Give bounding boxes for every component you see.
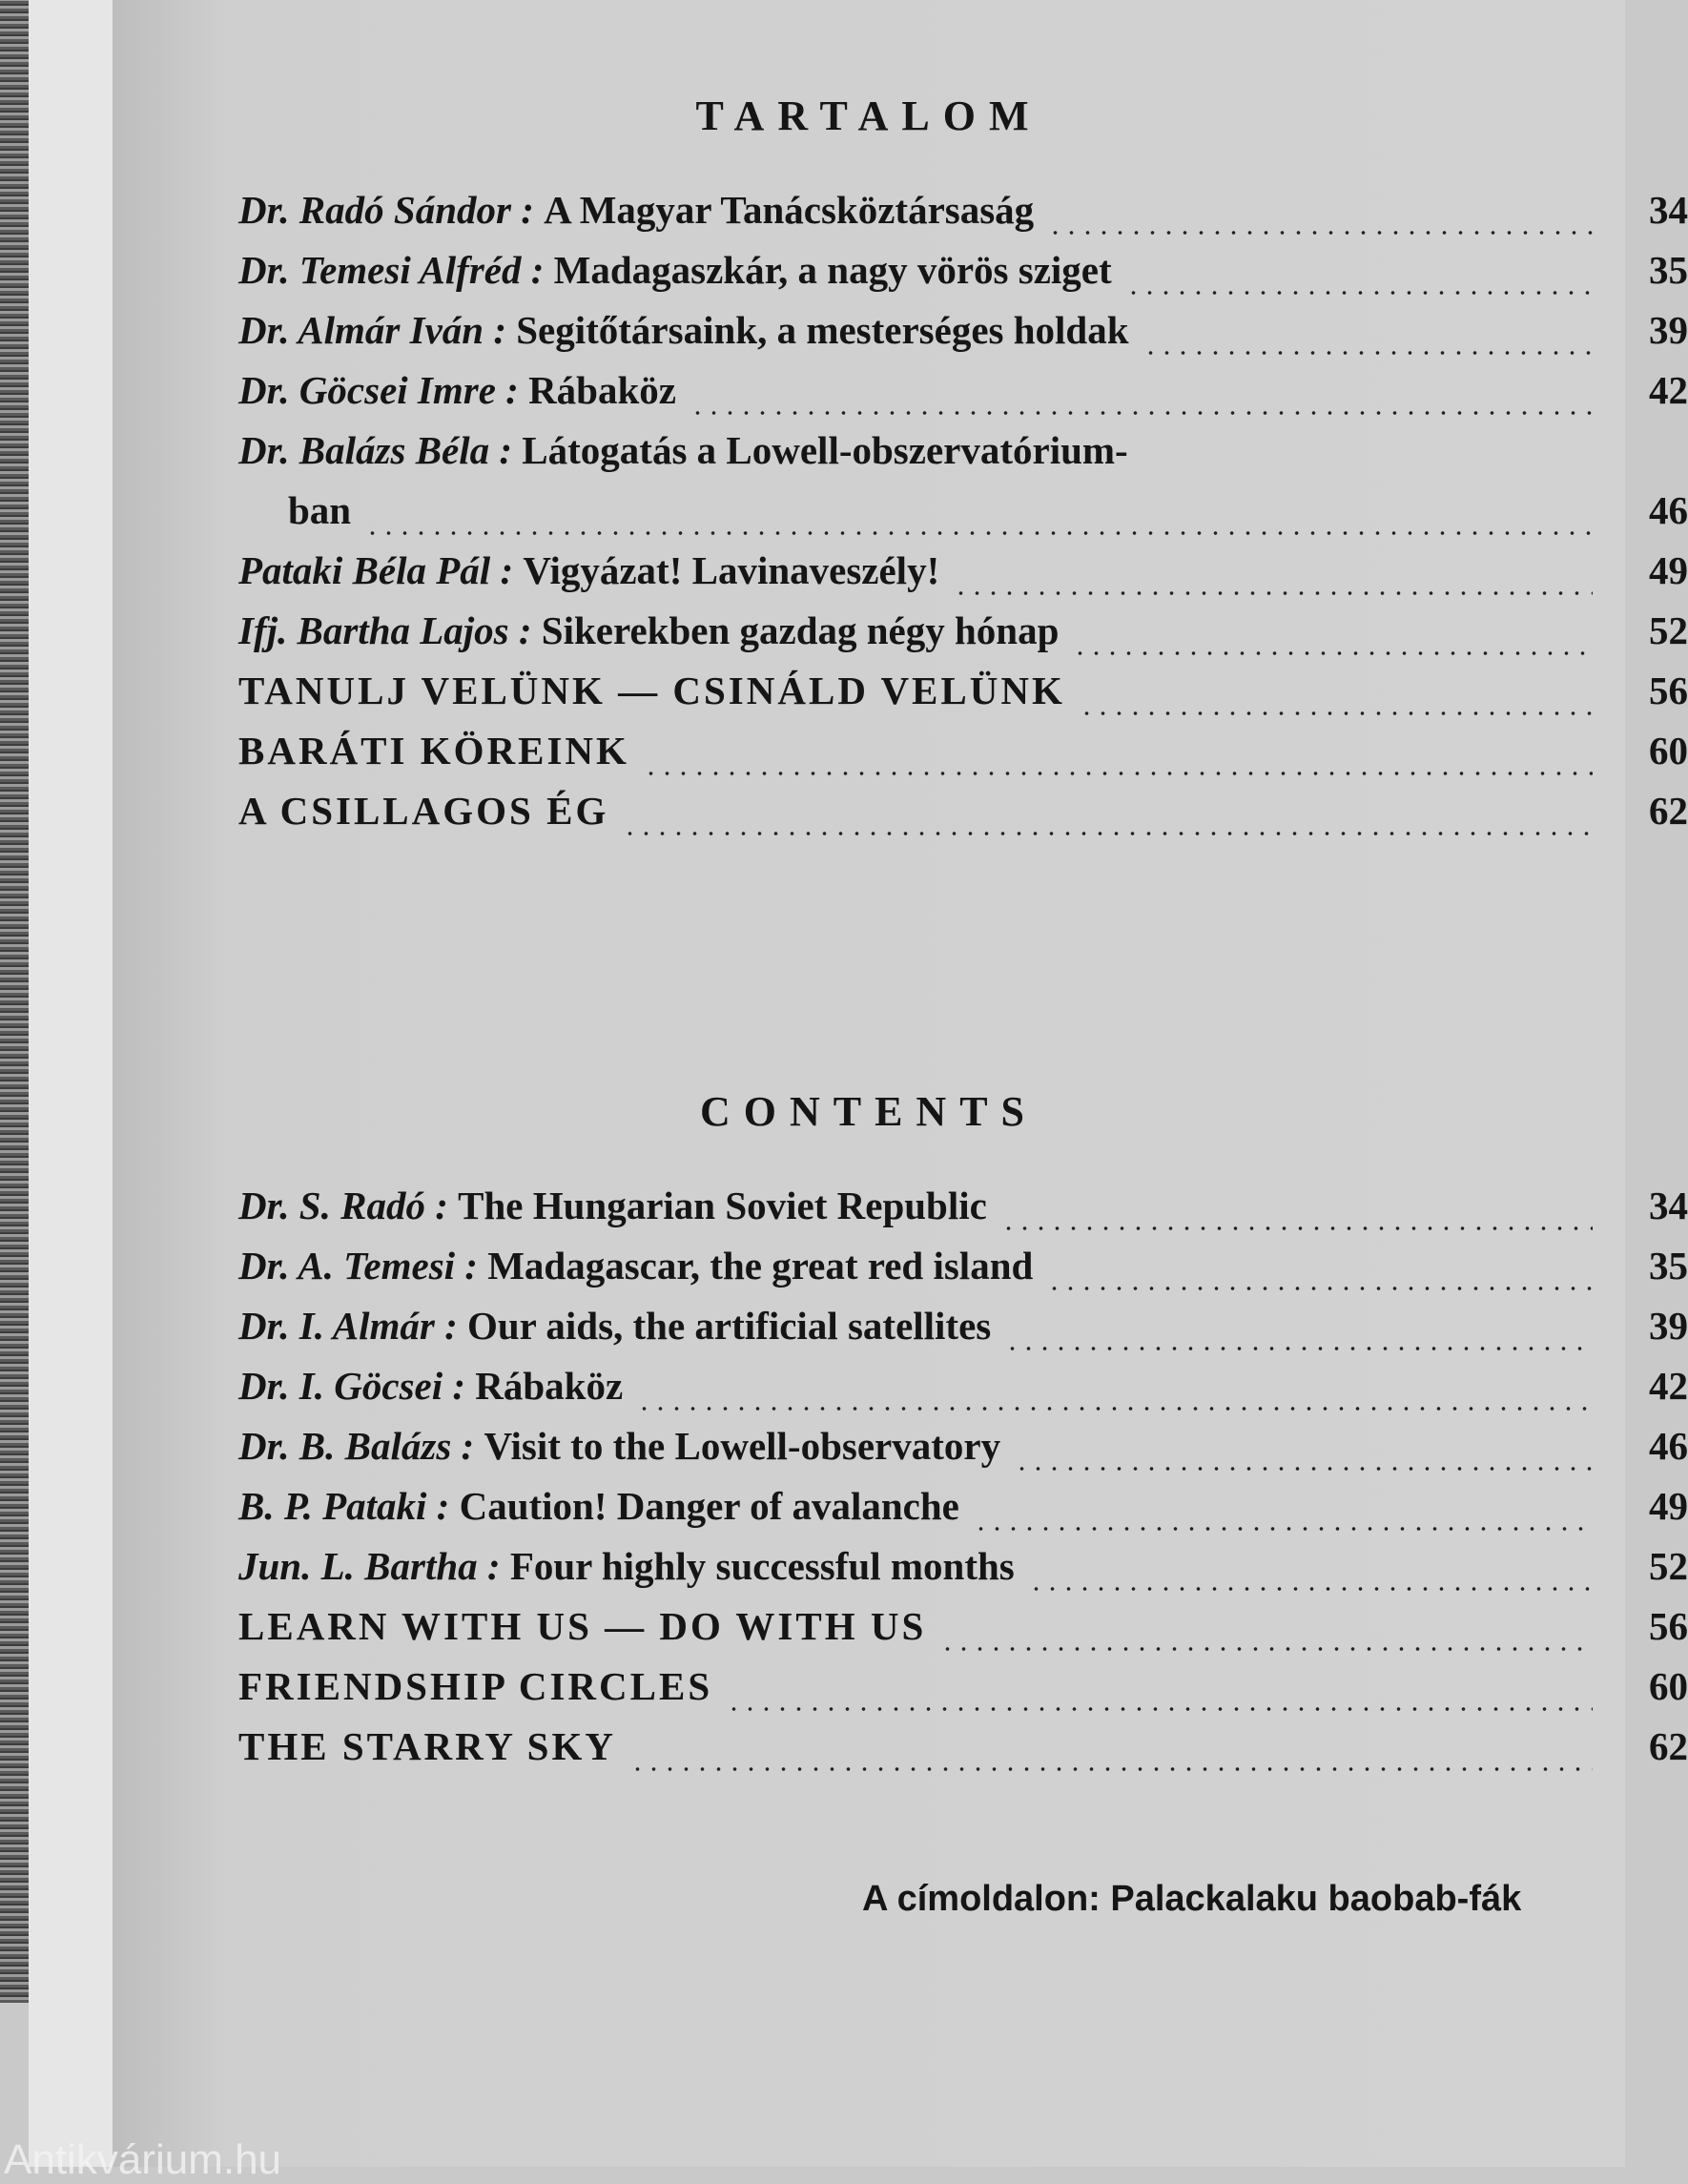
entry-page-number: 60	[1649, 1664, 1688, 1708]
entry-title: Rábaköz	[528, 368, 676, 412]
watermark: Antikvárium.hu	[4, 2136, 282, 2183]
toc-entry	[238, 427, 1688, 487]
entry-author: Dr. B. Balázs :	[238, 1424, 484, 1468]
entry-page-number: 34	[1649, 1184, 1688, 1227]
toc-entry	[238, 608, 1688, 668]
entry-title: Segitőtársaink, a mesterséges holdak	[516, 308, 1129, 352]
toc-entry-continuation	[238, 487, 1688, 547]
entry-page-number: 34	[1649, 188, 1688, 232]
toc-entry	[238, 1723, 1688, 1783]
dot-leader	[690, 410, 1593, 416]
dot-leader	[1079, 711, 1593, 716]
page-margin	[29, 0, 116, 2167]
dot-leader	[1004, 1346, 1593, 1351]
toc-entry	[238, 1303, 1688, 1363]
toc-entry	[238, 547, 1688, 608]
entry-author: Dr. S. Radó :	[238, 1184, 459, 1227]
dot-leader	[629, 1766, 1593, 1772]
toc-entry	[238, 1363, 1688, 1423]
toc-entry	[238, 1483, 1688, 1543]
entry-title: Madagascar, the great red island	[487, 1244, 1034, 1288]
entry-author: Dr. Radó Sándor :	[238, 188, 545, 232]
toc-entry	[238, 1183, 1688, 1243]
entry-page-number: 35	[1649, 248, 1688, 292]
entry-page-number: 60	[1649, 729, 1688, 773]
toc-entry	[238, 1543, 1688, 1603]
dot-leader	[622, 831, 1593, 836]
toc-entry	[238, 1423, 1688, 1483]
toc-entry	[238, 788, 1688, 848]
entry-author: Dr. I. Göcsei :	[238, 1364, 476, 1408]
entry-page-number: 39	[1649, 1304, 1688, 1348]
dot-leader	[364, 530, 1593, 536]
dot-leader	[1046, 1286, 1593, 1291]
entry-author: Dr. Temesi Alfréd :	[238, 248, 554, 292]
entry-author: B. P. Pataki :	[238, 1484, 460, 1528]
entry-author: Ifj. Bartha Lajos :	[238, 608, 542, 652]
entry-title: Our aids, the artificial satellites	[466, 1304, 992, 1348]
dot-leader	[1142, 350, 1593, 356]
entry-page-number: 49	[1649, 548, 1688, 592]
toc-entry	[238, 1603, 1688, 1663]
entry-title-continuation: ban	[288, 488, 352, 532]
entry-title: Madagaszkár, a nagy vörös sziget	[553, 248, 1112, 292]
english-heading: CONTENTS	[699, 1088, 1039, 1135]
toc-entry	[238, 1663, 1688, 1723]
dot-leader	[953, 590, 1593, 596]
toc-entry	[238, 247, 1688, 307]
entry-title: Vigyázat! Lavinaveszély!	[523, 548, 940, 592]
entry-page-number: 46	[1649, 1424, 1688, 1468]
entry-page-number: 39	[1649, 308, 1688, 352]
entry-title: A CSILLAGOS ÉG	[238, 789, 609, 833]
dot-leader	[1000, 1226, 1593, 1231]
entry-page-number: 46	[1649, 488, 1688, 532]
toc-entry	[238, 668, 1688, 728]
dot-leader	[726, 1706, 1593, 1712]
toc-entry	[238, 367, 1688, 427]
entry-title: FRIENDSHIP CIRCLES	[238, 1664, 713, 1708]
entry-author: Dr. A. Temesi :	[238, 1244, 488, 1288]
entry-title: A Magyar Tanácsköztársaság	[544, 188, 1035, 232]
entry-author: Pataki Béla Pál :	[238, 548, 524, 592]
entry-title: BARÁTI KÖREINK	[238, 729, 629, 773]
entry-author: Dr. I. Almár :	[238, 1304, 467, 1348]
entry-author: Dr. Göcsei Imre :	[238, 368, 529, 412]
entry-page-number: 49	[1649, 1484, 1688, 1528]
dot-leader	[1047, 230, 1593, 236]
entry-title: LEARN WITH US — DO WITH US	[238, 1604, 927, 1648]
dot-leader	[1014, 1466, 1593, 1472]
english-toc	[238, 1183, 1688, 1783]
entry-page-number: 52	[1649, 608, 1688, 652]
entry-page-number: 62	[1649, 789, 1688, 833]
entry-title: TANULJ VELÜNK — CSINÁLD VELÜNK	[238, 669, 1065, 712]
entry-page-number: 56	[1649, 669, 1688, 712]
entry-author: Dr. Almár Iván :	[238, 308, 517, 352]
toc-entry	[238, 1243, 1688, 1303]
dot-leader	[1125, 290, 1593, 296]
entry-page-number: 42	[1649, 368, 1688, 412]
dot-leader	[973, 1526, 1593, 1532]
entry-title: Caution! Danger of avalanche	[459, 1484, 959, 1528]
dot-leader	[643, 771, 1593, 776]
entry-title: THE STARRY SKY	[238, 1724, 616, 1768]
dot-leader	[1028, 1586, 1593, 1592]
page	[113, 0, 1688, 2167]
entry-page-number: 62	[1649, 1724, 1688, 1768]
toc-entry	[238, 187, 1688, 247]
cover-caption: A címoldalon: Palackalaku baobab-fák	[862, 1879, 1522, 1919]
dot-leader	[1072, 650, 1593, 656]
dot-leader	[636, 1406, 1593, 1411]
entry-title: Sikerekben gazdag négy hónap	[541, 608, 1060, 652]
entry-page-number: 35	[1649, 1244, 1688, 1288]
toc-entry	[238, 728, 1688, 788]
hungarian-toc	[238, 187, 1688, 848]
hungarian-heading: TARTALOM	[695, 93, 1042, 139]
entry-author: Jun. L. Bartha :	[238, 1544, 510, 1588]
entry-page-number: 52	[1649, 1544, 1688, 1588]
dot-leader	[939, 1646, 1593, 1652]
toc-entry	[238, 307, 1688, 367]
entry-title: The Hungarian Soviet Republic	[458, 1184, 987, 1227]
entry-page-number: 42	[1649, 1364, 1688, 1408]
entry-title: Four highly successful months	[509, 1544, 1015, 1588]
entry-title: Látogatás a Lowell-obszervatórium-	[522, 428, 1128, 472]
entry-title: Visit to the Lowell-observatory	[484, 1424, 1001, 1468]
entry-page-number: 56	[1649, 1604, 1688, 1648]
entry-author: Dr. Balázs Béla :	[238, 428, 523, 472]
entry-title: Rábaköz	[475, 1364, 624, 1408]
